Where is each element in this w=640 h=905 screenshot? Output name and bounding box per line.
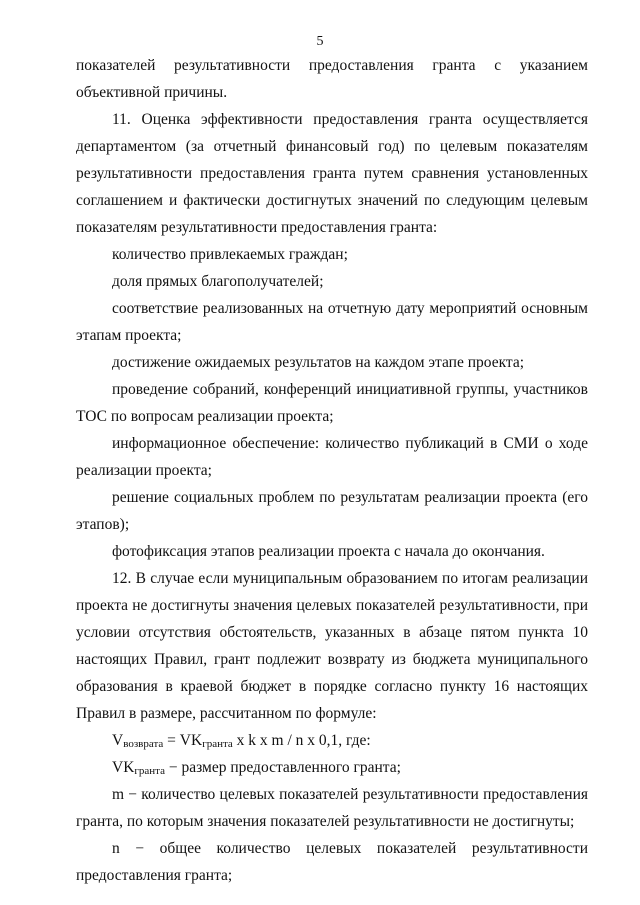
list-item-meetings: проведение собраний, конференций инициативной группы, участников ТОС по вопросам реализации проекта; <box>76 381 588 425</box>
paragraph-continuation: показателей результативности предоставления гранта с указанием объективной причины. <box>76 57 588 101</box>
formula-eq: = VK <box>163 732 203 749</box>
list-item-social-problems: решение социальных проблем по результатам реализации проекта (его этапов); <box>76 489 588 533</box>
list-item-citizens: количество привлекаемых граждан; <box>112 246 348 263</box>
paragraph-12: 12. В случае если муниципальным образованием по итогам реализации проекта не достигнуты значения целевых показателей результативности, при условии отсутствия обстоятельств, указанных в абзаце пятом пункта 10 настоящих Правил, грант подлежит возврату из бюджета муниципального образования в краевой бюджет в порядке согласно пункту 16 настоящих Правил в размере, рассчитанном по формуле: <box>76 570 588 722</box>
formula-line <box>76 727 588 754</box>
list-item-photo: фотофиксация этапов реализации проекта с начала до окончания. <box>112 543 545 560</box>
list-item-results: достижение ожидаемых результатов на каждом этапе проекта; <box>112 354 525 371</box>
formula-v-subscript: возврата <box>123 738 164 750</box>
definition-n: n − общее количество целевых показателей результативности предоставления гранта; <box>76 840 588 884</box>
definition-vk-text: − размер предоставленного гранта; <box>165 759 401 776</box>
list-item-beneficiaries: доля прямых благополучателей; <box>112 273 324 290</box>
definition-m: m − количество целевых показателей результативности предоставления гранта, по которым значения показателей результативности не достигнуты; <box>76 786 588 830</box>
definition-vk-subscript: гранта <box>134 765 165 777</box>
list-item-compliance: соответствие реализованных на отчетную дату мероприятий основным этапам проекта; <box>76 300 588 344</box>
formula-rest: x k x m / n x 0,1, где: <box>232 732 371 749</box>
document-body <box>76 52 588 889</box>
definition-vk-symbol: VK <box>112 759 135 776</box>
formula-v: V <box>112 732 124 749</box>
definition-vk <box>76 754 588 781</box>
page-number: 5 <box>316 34 324 49</box>
paragraph-11: 11. Оценка эффективности предоставления гранта осуществляется департаментом (за отчетный финансовый год) по целевым показателям результативности предоставления гранта путем сравнения установленных соглашением и фактически достигнутых значений по следующим целевым показателям результативности предоставления гранта: <box>76 111 588 236</box>
formula-vk-subscript: гранта <box>202 738 233 750</box>
list-item-publications: информационное обеспечение: количество публикаций в СМИ о ходе реализации проекта; <box>76 435 588 479</box>
